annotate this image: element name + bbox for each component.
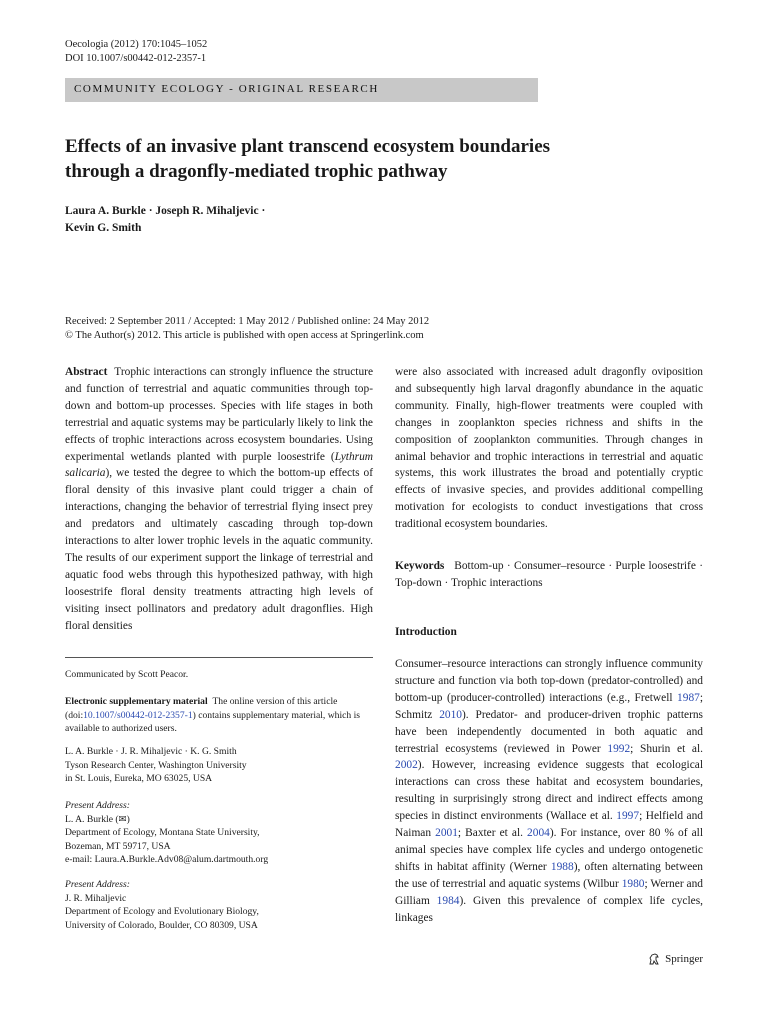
keywords-block: [395, 558, 703, 592]
present2-label: Present Address:: [65, 879, 130, 890]
copyright-line: © The Author(s) 2012. This article is published with open access at Springerlink.com: [65, 330, 424, 341]
publisher-mark: [647, 952, 703, 966]
present2-line-3: University of Colorado, Boulder, CO 80309, USA: [65, 919, 258, 931]
title-line-1: Effects of an invasive plant transcend ecosystem boundaries: [65, 136, 551, 157]
introduction-body: [395, 656, 703, 927]
intro-text: ). For instance, over 80 % of all animal species have complex life cycles and undergo ontogenetic shifts in habitat affinity (Werner: [395, 827, 703, 873]
citation-link[interactable]: 1980: [621, 877, 645, 890]
intro-text: ), often alternating between the use of terrestrial and aquatic systems (Wilbur: [395, 860, 703, 890]
present2-line-2: Department of Ecology and Evolutionary Biology,: [65, 906, 259, 917]
doi-line: DOI 10.1007/s00442-012-2357-1: [65, 53, 207, 64]
intro-text: ). Predator- and producer-driven trophic patterns have been independently documented in both aquatic and terrestrial ecosystems (reviewed in Power: [395, 708, 703, 755]
esm-text-2: ) contains supplementary material, which is available to authorized users.: [65, 709, 360, 734]
dates-line: Received: 2 September 2011 / Accepted: 1 May 2012 / Published online: 24 May 2012: [65, 316, 430, 327]
authors-line-1: Laura A. Burkle · Joseph R. Mihaljevic ·: [65, 205, 266, 217]
keywords-text: Bottom-up · Consumer–resource · Purple loosestrife · Top-down · Trophic interactions: [395, 560, 703, 589]
citation-link[interactable]: 2010: [439, 708, 462, 721]
abstract-species: Lythrum salicaria: [65, 450, 373, 480]
abstract-block: [65, 364, 373, 635]
affil-names: L. A. Burkle · J. R. Mihaljevic · K. G. Smith: [65, 746, 237, 757]
citation-link[interactable]: 1997: [616, 810, 640, 823]
citation-link[interactable]: 1987: [677, 691, 700, 704]
citation-link[interactable]: 1992: [607, 742, 631, 755]
citation-link[interactable]: 2002: [395, 759, 418, 772]
communicated-text: Communicated by Scott Peacor.: [65, 669, 189, 680]
affiliation-block: [65, 745, 373, 786]
publisher-name: Springer: [665, 953, 703, 965]
introduction-heading: Introduction: [395, 626, 457, 638]
intro-text: ; Shurin et al.: [630, 742, 703, 755]
keywords-label: Keywords: [395, 560, 445, 572]
esm-text-1: The online version of this article (doi:: [65, 696, 338, 721]
abstract-text-1: Trophic interactions can strongly influence the structure and function of terrestrial and aquatic communities through top-down and bottom-up processes. Species with life stages in both terrestrial and aquatic systems may be particularly likely to link the effects of trophic interactions across ecosystem boundaries. Using experimental wetlands planted with purple loosestrife (: [65, 366, 373, 463]
intro-text: ). However, increasing evidence suggests that ecological interactions can cross these habitat and ecosystem boundaries, resulting in surprisingly strong direct and indirect effects among species in distinct environments (Wallace et al.: [395, 759, 703, 823]
intro-text: ; Baxter et al.: [457, 827, 528, 840]
affil-line-3: in St. Louis, Eureka, MO 63025, USA: [65, 773, 213, 784]
citation-link[interactable]: 2001: [435, 827, 458, 840]
present-address-1: [65, 799, 373, 867]
present2-name: J. R. Mihaljevic: [65, 892, 127, 904]
esm-label: Electronic supplementary material: [65, 696, 208, 707]
communicated-note: [65, 668, 373, 682]
author-list: [65, 203, 465, 237]
intro-text: ; Helfield and Naiman: [395, 810, 703, 840]
present-address-2: [65, 878, 373, 932]
present1-line-2: Department of Ecology, Montana State University,: [65, 827, 260, 838]
intro-text: Consumer–resource interactions can strongly influence community structure and function via both top-down (predator-controlled) and bottom-up (producer-controlled) interactions (e.g., Fretwell: [395, 658, 703, 704]
section-banner: [65, 78, 538, 102]
authors-line-2: Kevin G. Smith: [65, 222, 142, 234]
present1-label: Present Address:: [65, 800, 130, 811]
present1-name: L. A. Burkle (✉): [65, 813, 130, 825]
esm-doi-link[interactable]: 10.1007/s00442-012-2357-1: [83, 709, 193, 721]
springer-horse-icon: [647, 952, 661, 966]
intro-text: ; Werner and Gilliam: [395, 877, 703, 907]
publication-dates: [65, 315, 685, 343]
esm-note: [65, 695, 373, 736]
abstract-label: Abstract: [65, 366, 108, 378]
citation-link[interactable]: 1988: [550, 860, 574, 873]
abstract-text-2: ), we tested the degree to which the bottom-up effects of floral density of this invasive plant could trigger a chain of interactions, changing the behavior of terrestrial flying insect prey and predators and ultimately cascading through top-down interactions to alter lower trophic levels in the aquatic community. The results of our experiment support the linkage of terrestrial and aquatic food webs through this hypothesized pathway, with high loosestrife floral density treatments attracting high levels of visiting insect pollinators and predatory adult dragonflies. High floral densities: [65, 467, 373, 632]
intro-text: ; Schmitz: [395, 691, 703, 721]
abstract-continued-text: were also associated with increased adult dragonfly oviposition and subsequently high larval dragonfly abundance in the aquatic community. Finally, high-flower treatments were coupled with changes in zooplankton species richness and shifts in the composition of zooplankton communities. Through changes in animal behavior and trophic interactions in terrestrial and aquatic systems, this work illustrates the broad and potentially cryptic effects of invasive species, and provides additional compelling motivation for ecologists to conduct investigations that cross traditional ecosystem boundaries.: [395, 366, 703, 531]
present1-email[interactable]: e-mail: Laura.A.Burkle.Adv08@alum.dartmouth.org: [65, 854, 269, 865]
citation-link[interactable]: 2004: [527, 827, 550, 840]
footnote-divider: [65, 657, 373, 658]
intro-text: ). Given this prevalence of complex life cycles, linkages: [395, 894, 703, 924]
abstract-continued: [395, 364, 703, 533]
section-label: COMMUNITY ECOLOGY - ORIGINAL RESEARCH: [74, 83, 379, 95]
article-title: [65, 134, 685, 184]
title-line-2: through a dragonfly-mediated trophic pathway: [65, 161, 448, 182]
journal-citation: Oecologia (2012) 170:1045–1052: [65, 39, 208, 50]
citation-link[interactable]: 1984: [436, 894, 460, 907]
affil-line-2: Tyson Research Center, Washington University: [65, 759, 247, 771]
present1-line-3: Bozeman, MT 59717, USA: [65, 840, 171, 852]
